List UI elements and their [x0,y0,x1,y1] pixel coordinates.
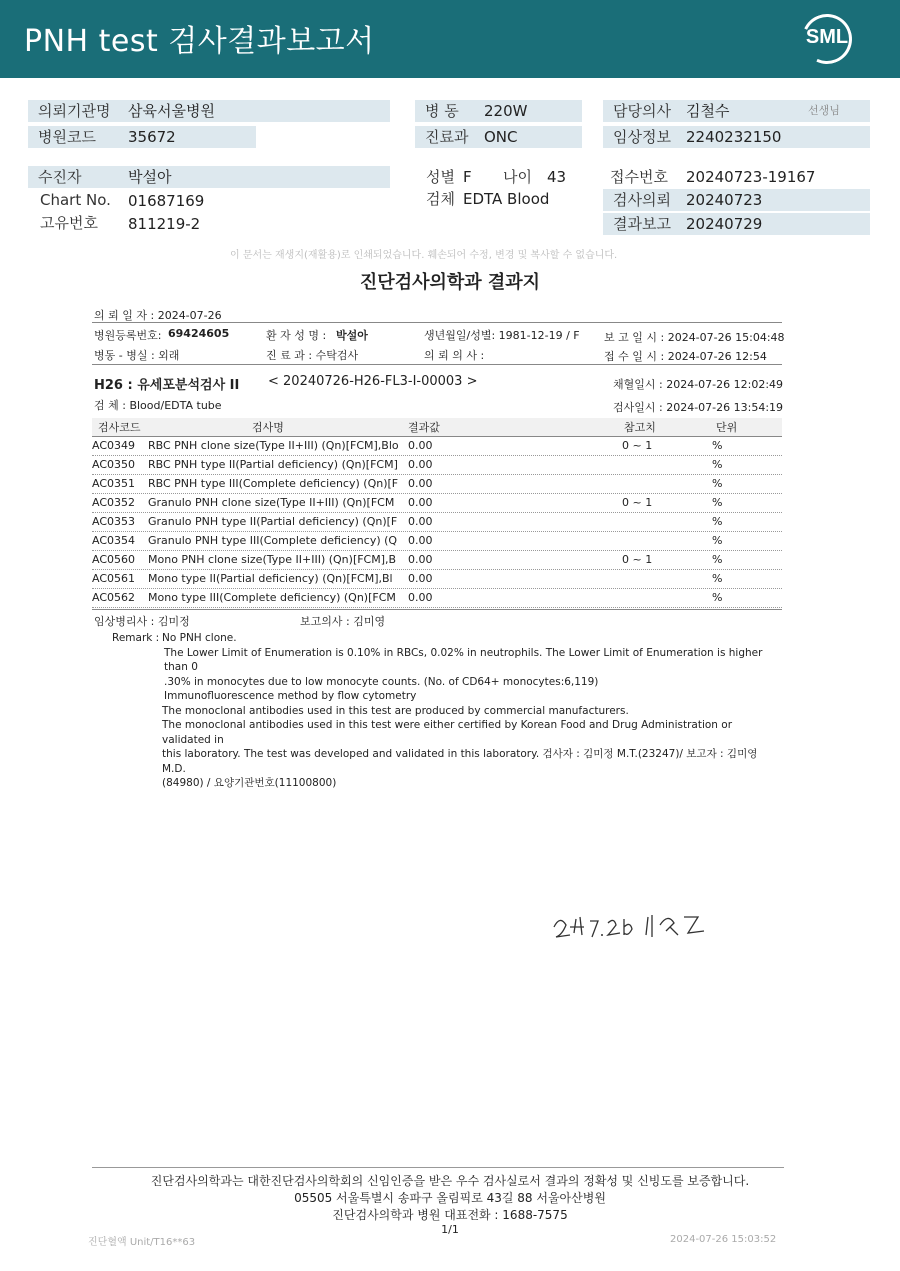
row-name: Mono type III(Complete deficiency) (Qn)[FCM [148,591,396,604]
report-time: 보 고 일 시 : 2024-07-26 15:04:48 [604,331,785,344]
test-time: 검사일시 : 2024-07-26 13:54:19 [613,401,784,414]
row-ref: 0 ~ 1 [622,439,653,452]
chart-label: Chart No. [40,191,111,209]
logo-text: SML [805,26,849,48]
row-result: 0.00 [408,534,433,547]
footer-left-code: 진단혈액 Unit/T16**63 [88,1237,196,1248]
row-unit: % [712,534,723,547]
report-header [0,0,900,78]
doctor-label: 담당의사 [613,102,671,120]
footer-address: 05505 서울특별시 송파구 올림픽로 43길 88 서울아산병원 [294,1191,606,1205]
row-result: 0.00 [408,591,433,604]
hospital-label: 의뢰기관명 [38,102,111,120]
doctor-value: 김철수 [686,102,730,120]
page-number: 1/1 [441,1223,459,1236]
row-result: 0.00 [408,496,433,509]
ward-label: 병 동 [425,102,459,120]
row-result: 0.00 [408,515,433,528]
row-unit: % [712,572,723,585]
code-label: 병원코드 [38,128,96,146]
document-title: 진단검사의학과 결과지 [359,272,541,293]
remark-line: The Lower Limit of Enumeration is 0.10% in RBCs, 0.02% in neutrophils. The Lower Limit of Enumeration is higher than 0 [164,646,763,673]
clinical-label: 임상정보 [613,128,671,146]
row-unit: % [712,477,723,490]
doctor-suffix: 선생님 [808,104,840,117]
col-code: 검사코드 [98,421,141,434]
footer-timestamp: 2024-07-26 15:03:52 [670,1234,777,1245]
table-row [92,570,782,589]
ward-room: 병동 - 병실 : 외래 [94,349,180,362]
clinical-value: 2240232150 [686,128,782,146]
divider [92,364,782,365]
pathologist: 임상병리사 : 김미정 [94,615,190,628]
row-unit: % [712,515,723,528]
row-result: 0.00 [408,458,433,471]
receipt-label: 접수번호 [610,168,668,186]
sex-value: F [463,168,472,186]
row-result: 0.00 [408,572,433,585]
unique-label: 고유번호 [40,214,98,232]
row-name: RBC PNH clone size(Type II+III) (Qn)[FCM],Blo [148,439,399,452]
remark-line: this laboratory. The test was developed and validated in this laboratory. 검사자 : 김미정 M.T.(23247)/ 보고자 : 김미영 M.D. [162,748,758,775]
row-code: AC0350 [92,458,136,471]
table-row [92,513,782,532]
remark-line: No PNH clone. [162,632,237,644]
reg-no: 69424605 [168,327,230,340]
row-code: AC0354 [92,534,136,547]
faded-notice: 이 문서는 재생지(재활용)로 인쇄되었습니다. 훼손되어 수정, 변경 및 복사할 수 없습니다. [230,250,618,261]
row-name: Mono PNH clone size(Type II+III) (Qn)[FCM],B [148,553,397,566]
row-divider [92,607,782,608]
footer-certification: 진단검사의학과는 대한진단검사의학회의 신임인증을 받은 우수 검사실로서 결과의 정확성 및 신빙도를 보증합니다. [150,1174,750,1188]
row-name: RBC PNH type II(Partial deficiency) (Qn)[FCM] [148,458,398,471]
hospital-value: 삼육서울병원 [128,102,215,120]
requester: 의 뢰 의 사 : [424,349,485,362]
patient-value: 박설아 [128,168,172,186]
footer-contact: 진단검사의학과 병원 대표전화 : 1688-7575 [332,1208,568,1222]
row-result: 0.00 [408,553,433,566]
chart-value: 01687169 [128,192,205,210]
col-ref: 참고치 [624,421,656,434]
ward-value: 220W [484,102,528,120]
col-name: 검사명 [252,421,284,434]
remark [112,631,782,789]
collect-time: 채혈일시 : 2024-07-26 12:02:49 [613,378,784,391]
remark-line: .30% in monocytes due to low monocyte counts. (No. of CD64+ monocytes:6,119) [164,675,599,688]
report-label: 결과보고 [613,215,671,233]
remark-label: Remark : [112,632,160,644]
row-unit: % [712,553,723,566]
row-code: AC0351 [92,477,136,490]
request-label: 검사의뢰 [613,191,671,209]
request-value: 20240723 [686,191,763,209]
table-row [92,532,782,551]
patient-name: 박설아 [336,329,368,342]
divider [92,609,782,610]
table-row [92,475,782,494]
request-date: 의 뢰 일 자 : 2024-07-26 [94,309,222,322]
row-result: 0.00 [408,439,433,452]
row-result: 0.00 [408,477,433,490]
age-value: 43 [547,168,567,186]
row-ref: 0 ~ 1 [622,553,653,566]
row-unit: % [712,591,723,604]
remark-line: Immunofluorescence method by flow cytometry [164,690,417,702]
row-code: AC0352 [92,496,136,509]
row-code: AC0353 [92,515,136,528]
col-unit: 단위 [716,421,738,434]
sml-logo [802,14,852,64]
reg-no-label: 병원등록번호: [94,329,162,342]
divider [92,322,782,323]
dept-label: 진료과 [425,128,469,146]
row-ref: 0 ~ 1 [622,496,653,509]
code-value: 35672 [128,128,176,146]
report-title: PNH test 검사결과보고서 [24,24,375,59]
handwritten-signature [548,905,718,945]
remark-line: The monoclonal antibodies used in this test are produced by commercial manufacturers. [162,704,629,717]
table-row [92,494,782,513]
footer-divider [92,1167,784,1168]
remark-line: The monoclonal antibodies used in this test were either certified by Korean Food and Drug Administration or validated in [162,719,733,746]
row-code: AC0561 [92,572,136,585]
age-label: 나이 [503,168,532,186]
row-unit: % [712,496,723,509]
row-name: Mono type II(Partial deficiency) (Qn)[FCM],Bl [148,572,393,585]
table-row [92,551,782,570]
specimen-info: 검 체 : Blood/EDTA tube [94,399,222,412]
row-name: Granulo PNH clone size(Type II+III) (Qn)[FCM [148,496,395,509]
patient-row [28,166,390,188]
dob-sex: 생년월일/성별: 1981-12-19 / F [424,329,580,342]
table-header [92,418,782,436]
receipt-value: 20240723-19167 [686,168,816,186]
row-code: AC0562 [92,591,136,604]
dept-value: ONC [484,128,518,146]
sex-label: 성별 [426,168,455,186]
row-code: AC0560 [92,553,136,566]
remark-text [162,631,782,791]
specimen-label: 검체 [426,190,455,208]
table-row [92,456,782,475]
test-id: < 20240726-H26-FL3-I-00003 > [268,374,478,389]
table-row [92,437,782,456]
col-result: 결과값 [408,421,440,434]
dept-info: 진 료 과 : 수탁검사 [266,349,359,362]
row-name: Granulo PNH type III(Complete deficiency) (Q [148,534,398,547]
test-title: H26 : 유세포분석검사 II [94,378,240,393]
patient-name-label: 환 자 성 명 : [266,329,327,342]
remark-line: (84980) / 요양기관번호(11100800) [162,777,337,789]
row-name: RBC PNH type III(Complete deficiency) (Qn)[F [148,477,399,490]
row-unit: % [712,439,723,452]
unique-value: 811219-2 [128,215,201,233]
row-code: AC0349 [92,439,136,452]
row-unit: % [712,458,723,471]
report-value: 20240729 [686,215,763,233]
patient-label: 수진자 [38,168,82,186]
receipt-time: 접 수 일 시 : 2024-07-26 12:54 [604,350,767,363]
specimen-value: EDTA Blood [463,190,550,208]
table-row [92,589,782,608]
row-name: Granulo PNH type II(Partial deficiency) (Qn)[F [148,515,398,528]
reporter: 보고의사 : 김미영 [300,615,386,628]
